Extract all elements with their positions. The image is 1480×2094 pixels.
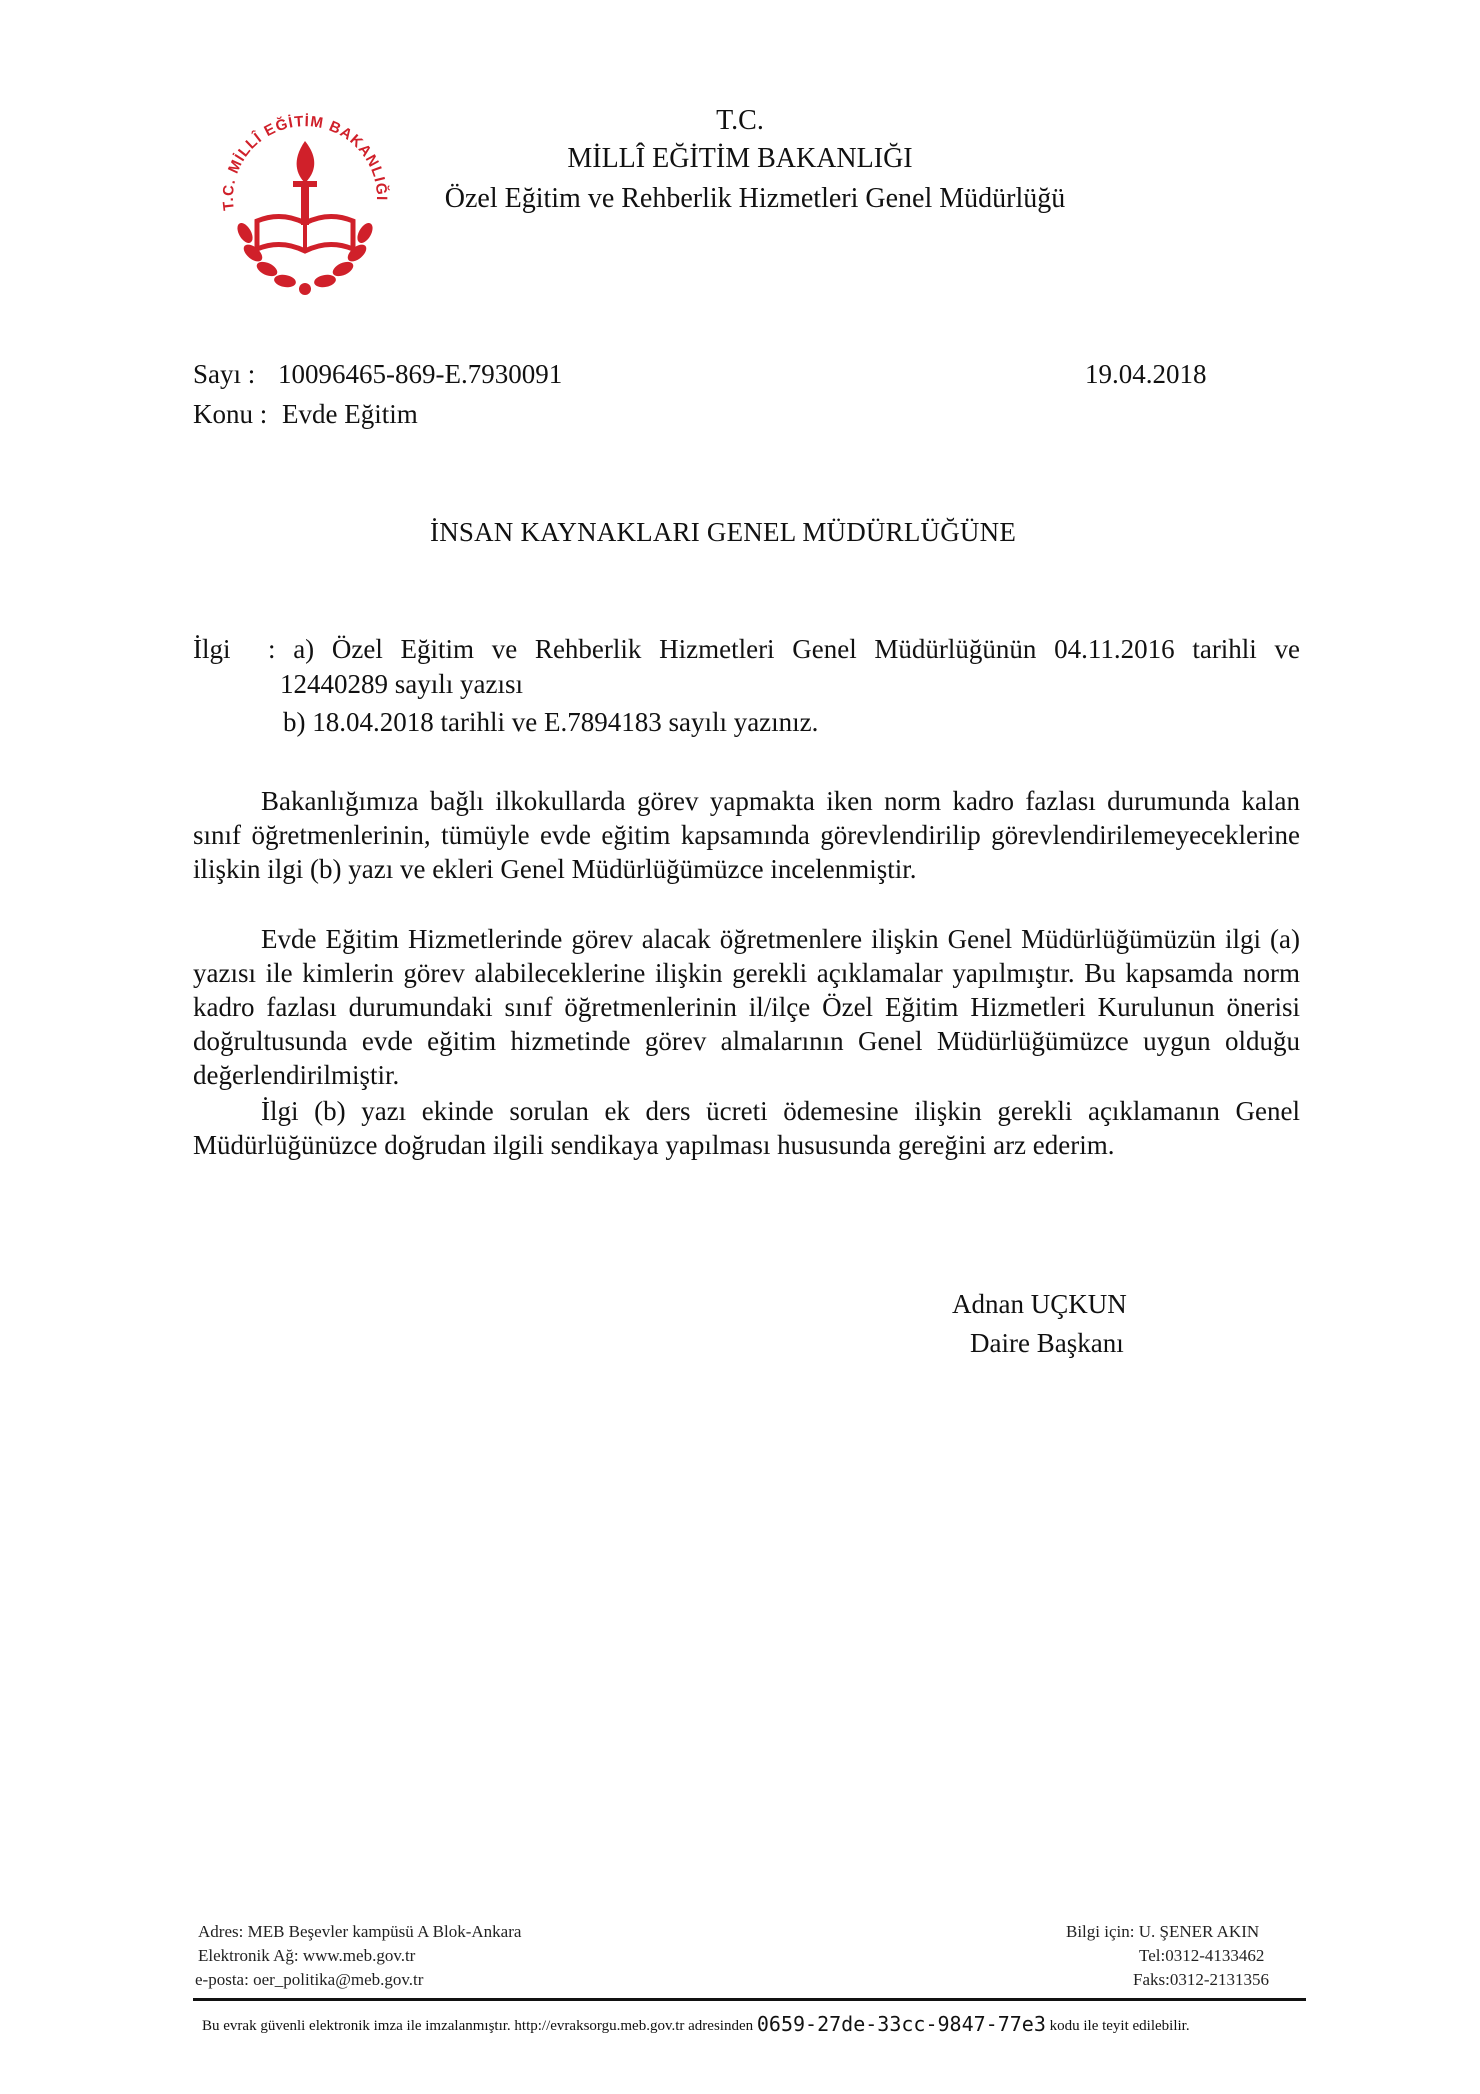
verification-note xyxy=(202,2012,1190,2036)
ilgi-label: İlgi xyxy=(193,634,231,664)
seal-ring-text: T.C. MİLLÎ EĞİTİM BAKANLIĞI xyxy=(219,113,391,212)
sayi-value: 10096465-869-E.7930091 xyxy=(278,359,563,389)
body-paragraph-2: Evde Eğitim Hizmetlerinde görev alacak öğretmenlere ilişkin Genel Müdürlüğümüzün ilgi (a) yazısı ile kimlerin görev alabileceklerine ilişkin gerekli açıklamalar yapılmıştır. Bu kapsamda norm kadro fazlası durumundaki sınıf öğretmenlerinin il/ilçe Özel Eğitim Hizmetleri Kurulunun önerisi doğrultusunda evde eğitim hizmetinde görev almalarının Genel Müdürlüğümüzce uygun olduğu değerlendirilmiştir. xyxy=(193,924,1300,1090)
addressee: İNSAN KAYNAKLARI GENEL MÜDÜRLÜĞÜNE xyxy=(430,517,1017,547)
footer-email: e-posta: oer_politika@meb.gov.tr xyxy=(195,1970,424,1989)
header-tc: T.C. xyxy=(716,105,764,136)
konu-label: Konu : xyxy=(193,399,268,429)
body-paragraph-1: Bakanlığımıza bağlı ilkokullarda görev yapmakta iken norm kadro fazlası durumunda kalan sınıf öğretmenlerinin, tümüyle evde eğitim kapsamında görevlendirilip görevlendirilemeyeceklerine ilişkin ilgi (b) yazı ve ekleri Genel Müdürlüğümüzce incelenmiştir. xyxy=(193,786,1300,884)
signatory-title: Daire Başkanı xyxy=(970,1328,1124,1358)
ilgi-item-b: b) 18.04.2018 tarihli ve E.7894183 sayılı yazınız. xyxy=(283,707,819,737)
verification-code: 0659-27de-33cc-9847-77e3 xyxy=(756,2012,1046,2036)
footer-contact-person: Bilgi için: U. ŞENER AKIN xyxy=(1066,1922,1260,1941)
footer-phone: Tel:0312-4133462 xyxy=(1139,1946,1265,1965)
meb-seal-icon xyxy=(205,103,405,303)
footer-website: Elektronik Ağ: www.meb.gov.tr xyxy=(198,1946,416,1965)
header-ministry: MİLLÎ EĞİTİM BAKANLIĞI xyxy=(567,143,913,174)
ilgi-item-a: : a) Özel Eğitim ve Rehberlik Hizmetleri Genel Müdürlüğünün 04.11.2016 tarihli ve xyxy=(268,634,1300,664)
verification-prefix: Bu evrak güvenli elektronik imza ile imzalanmıştır. http://evraksorgu.meb.gov.tr adresinden xyxy=(202,2018,754,2034)
header-directorate: Özel Eğitim ve Rehberlik Hizmetleri Genel Müdürlüğü xyxy=(444,183,1066,214)
ilgi-item-a-continued: 12440289 sayılı yazısı xyxy=(280,669,523,699)
document-date: 19.04.2018 xyxy=(1085,359,1207,389)
signatory-name: Adnan UÇKUN xyxy=(952,1289,1127,1319)
footer-fax: Faks:0312-2131356 xyxy=(1133,1970,1269,1989)
body-paragraph-3: İlgi (b) yazı ekinde sorulan ek ders ücreti ödemesine ilişkin gerekli açıklamanın Genel Müdürlüğünüzce doğrudan ilgili sendikaya yapılması hususunda gereğini arz ederim. xyxy=(193,1096,1300,1160)
footer-divider xyxy=(193,1998,1306,2001)
konu-value: Evde Eğitim xyxy=(282,399,418,429)
footer-address: Adres: MEB Beşevler kampüsü A Blok-Ankara xyxy=(198,1922,522,1941)
sayi-label: Sayı : xyxy=(193,359,256,389)
verification-suffix: kodu ile teyit edilebilir. xyxy=(1049,2018,1190,2034)
